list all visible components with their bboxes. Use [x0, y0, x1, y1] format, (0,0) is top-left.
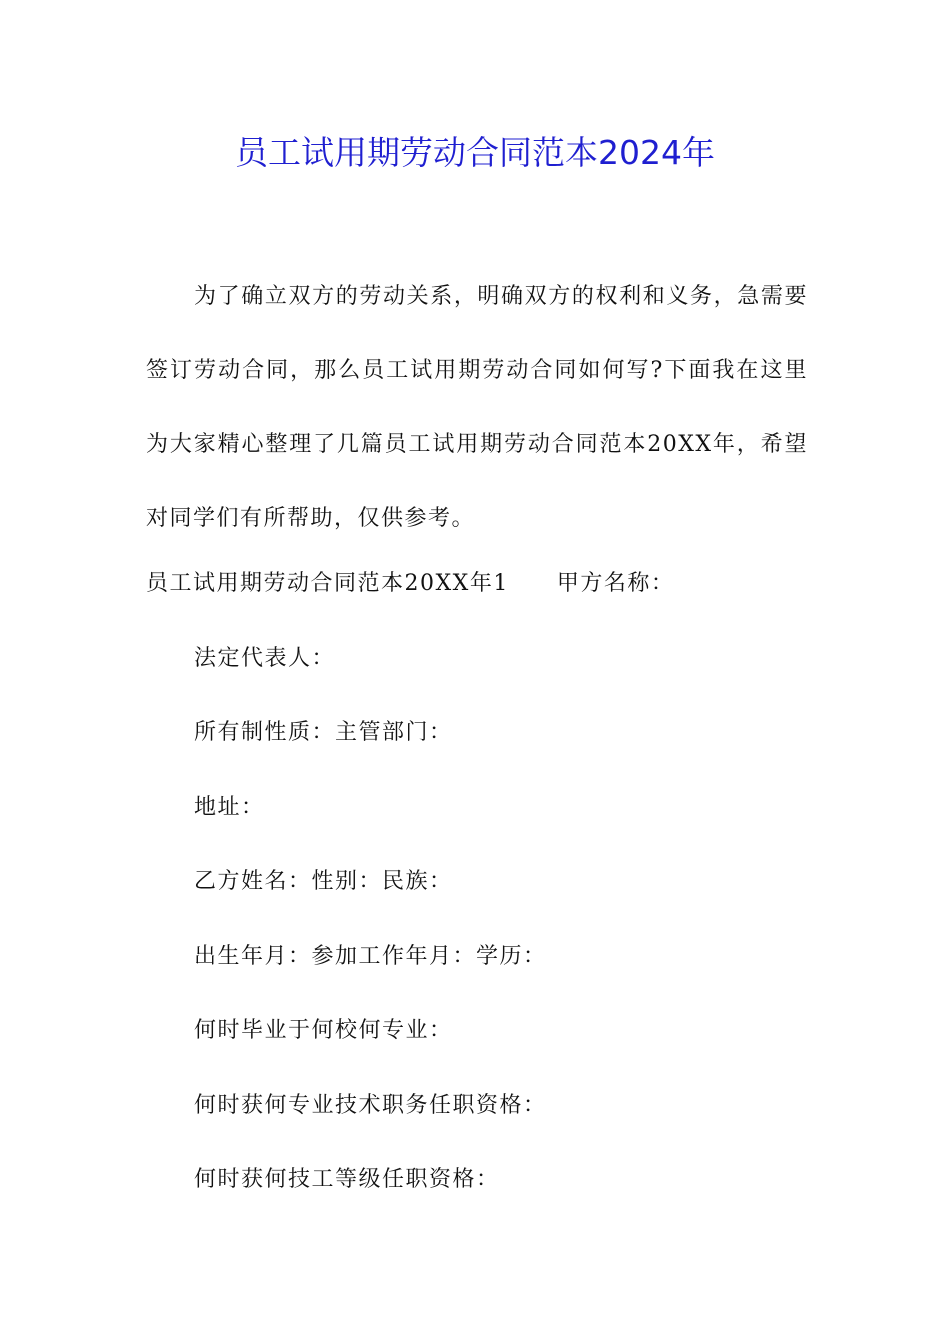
- contract-heading: 员工试用期劳动合同范本20XX年1: [146, 571, 509, 596]
- field-birth-work-education: 出生年月：参加工作年月：学历：: [194, 944, 547, 969]
- document-title: 员工试用期劳动合同范本2024年: [235, 133, 715, 172]
- field-address: 地址：: [194, 795, 265, 820]
- party-a-name-field: 甲方名称：: [556, 571, 675, 596]
- field-graduation: 何时毕业于何校何专业：: [194, 1018, 453, 1043]
- intro-paragraph: 为了确立双方的劳动关系，明确双方的权利和义务，急需要签订劳动合同，那么员工试用期劳动合同如何写?下面我在这里为大家精心整理了几篇员工试用期劳动合同范本20XX年，希望对同学们有所帮助，仅供参考。: [146, 284, 808, 531]
- contract-heading-line: [146, 564, 674, 604]
- field-technician-grade: 何时获何技工等级任职资格：: [194, 1167, 500, 1192]
- field-professional-title: 何时获何专业技术职务任职资格：: [194, 1093, 547, 1118]
- field-ownership-department: 所有制性质：主管部门：: [194, 720, 453, 745]
- field-party-b-name: 乙方姓名：性别：民族：: [194, 869, 453, 894]
- field-legal-representative: 法定代表人：: [194, 646, 336, 671]
